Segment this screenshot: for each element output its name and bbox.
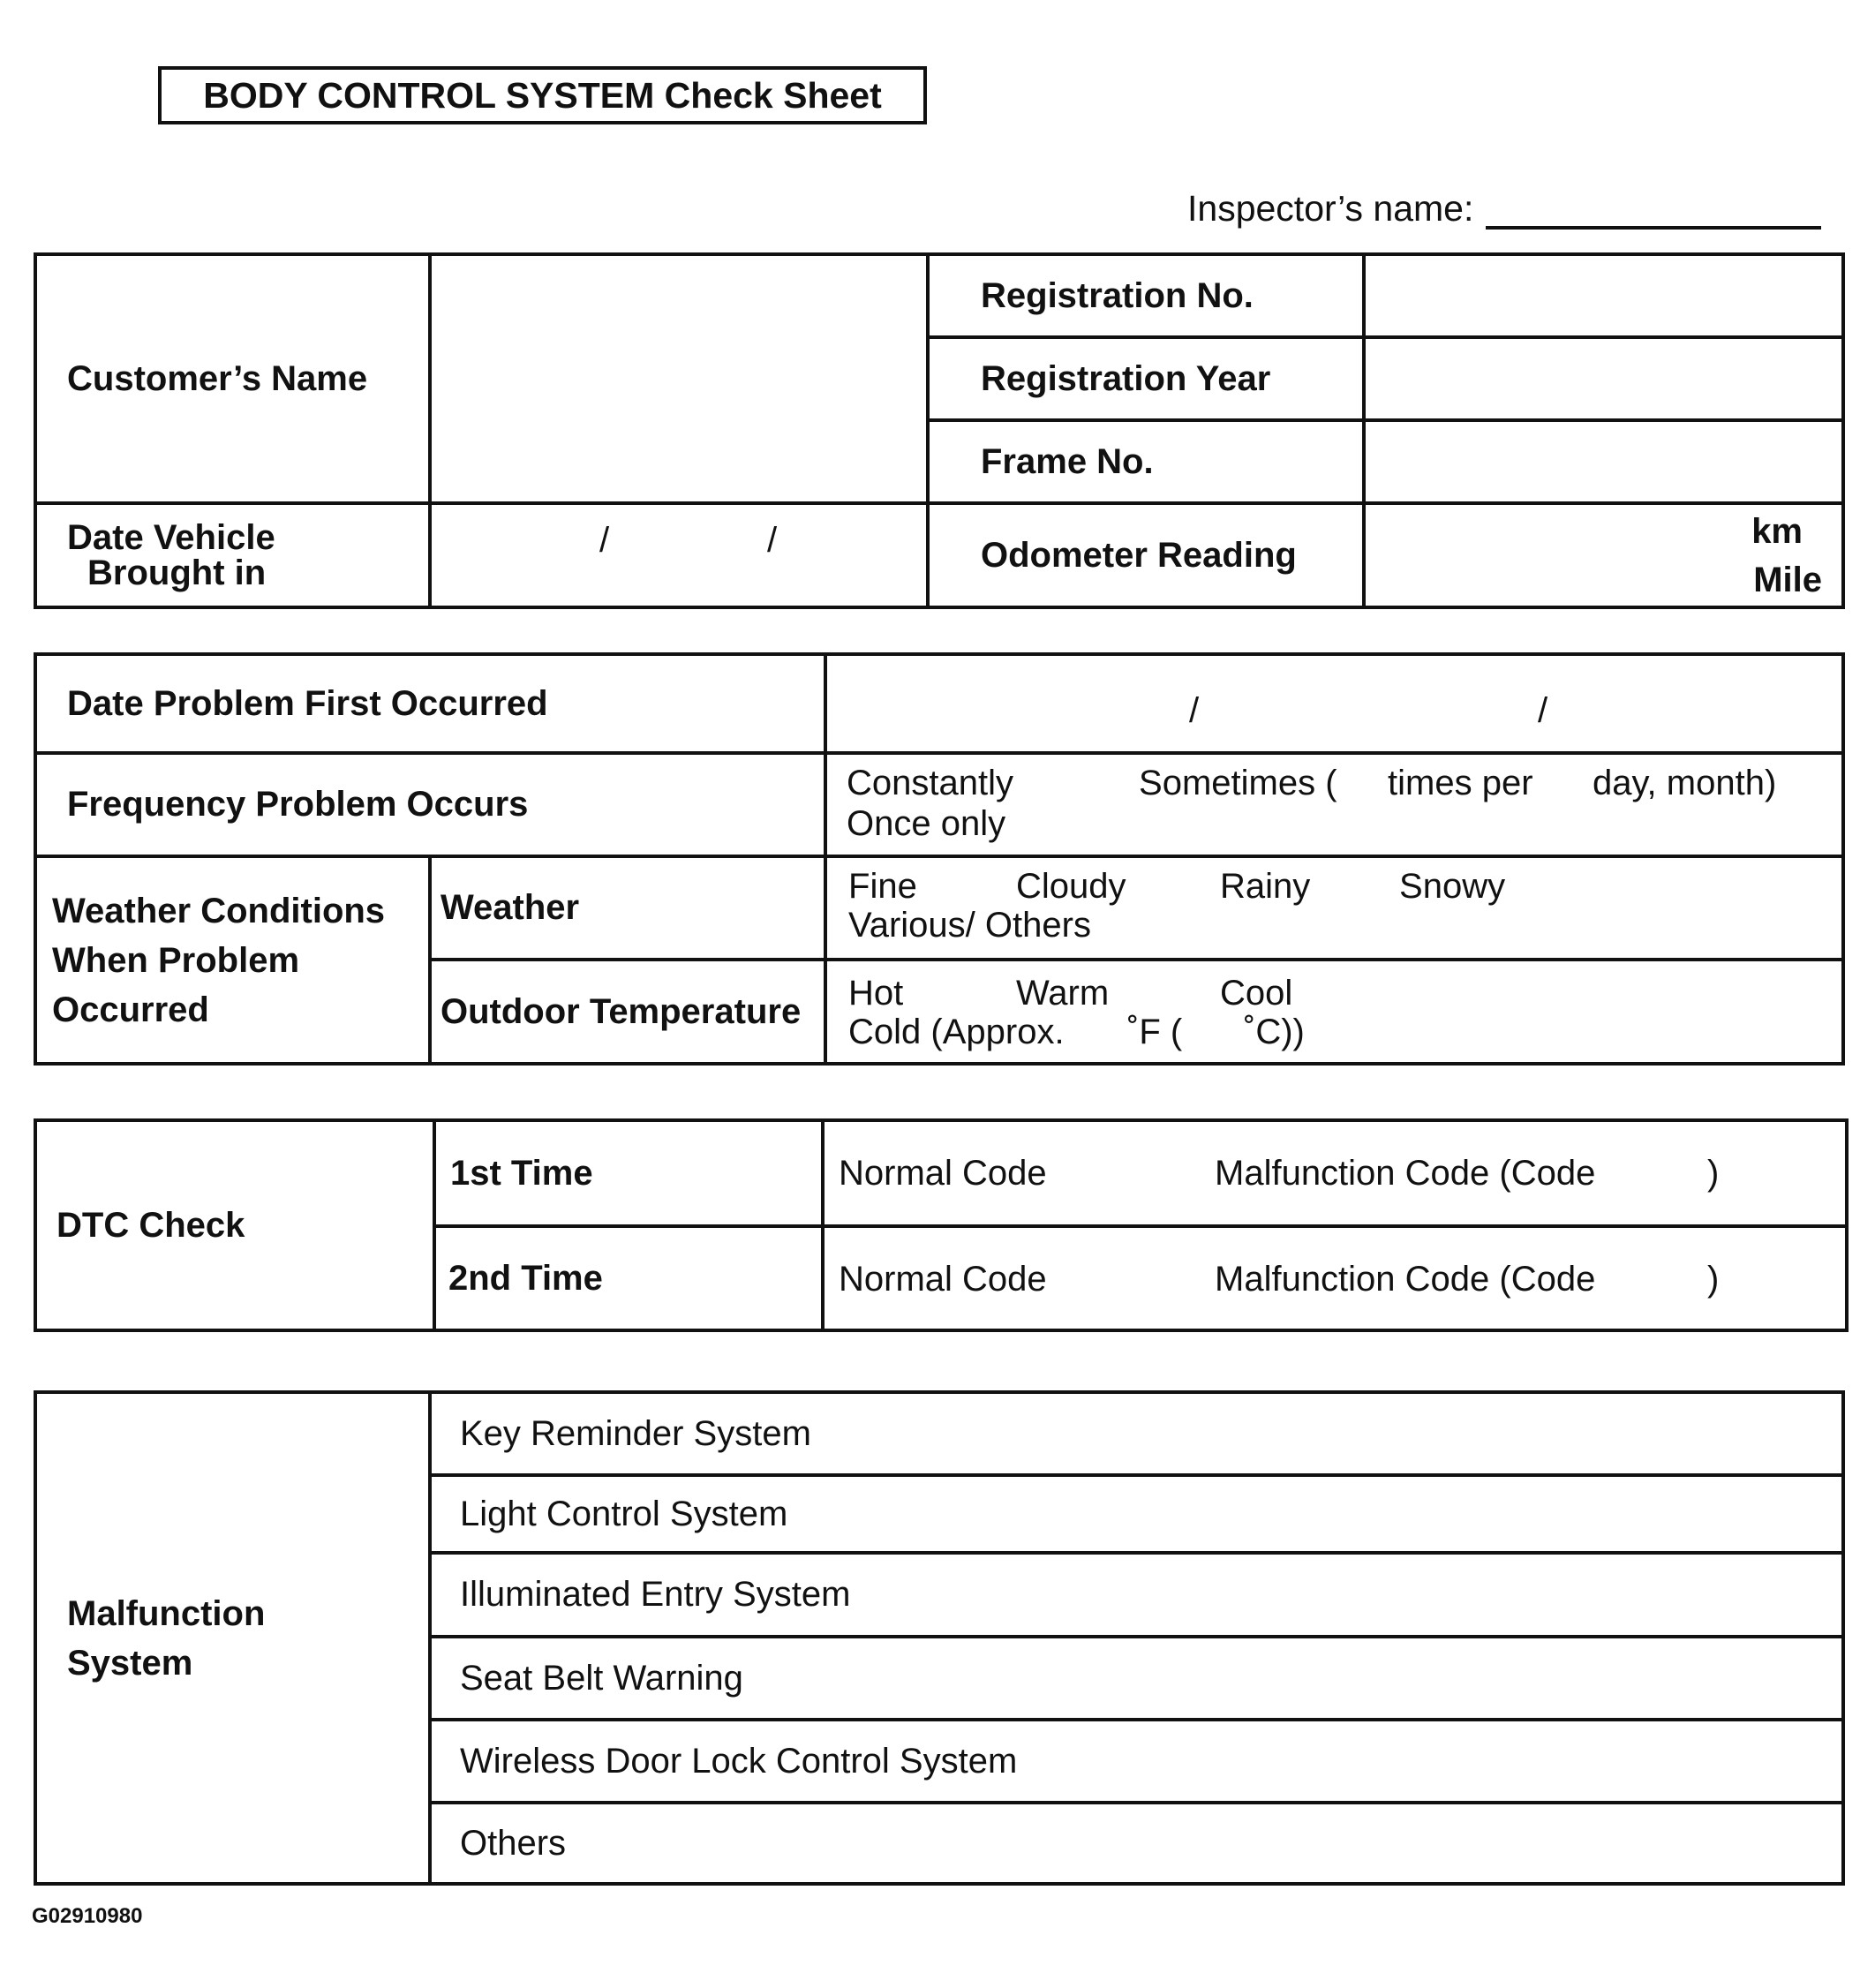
dtc-1-normal-code[interactable]: Normal Code (839, 1154, 1047, 1193)
frequency-problem-occurs-label: Frequency Problem Occurs (35, 753, 825, 856)
frame-no-field[interactable] (1364, 420, 1843, 503)
temp-cold[interactable]: Cold (Approx. (848, 1013, 1065, 1051)
weather-fine[interactable]: Fine (848, 867, 917, 906)
dtc-2-close-paren: ) (1707, 1260, 1720, 1299)
weather-options (825, 856, 1843, 960)
problem-info-table (34, 652, 1845, 1066)
registration-no-label: Registration No. (928, 254, 1364, 337)
system-wireless-door-lock[interactable]: Wireless Door Lock Control System (430, 1720, 1843, 1803)
figure-id: G02910980 (32, 1904, 143, 1928)
malfunction-label-line2: System (67, 1643, 193, 1683)
problem-date-separator-1: / (1189, 691, 1200, 730)
registration-year-label: Registration Year (928, 337, 1364, 420)
temp-warm[interactable]: Warm (1016, 974, 1110, 1013)
weather-cloudy[interactable]: Cloudy (1016, 867, 1126, 906)
inspector-name-label: Inspector’s name: (1187, 188, 1474, 229)
odometer-reading-label: Odometer Reading (928, 503, 1364, 607)
system-key-reminder[interactable]: Key Reminder System (430, 1392, 1843, 1475)
odometer-unit-km: km (1751, 512, 1803, 551)
system-illuminated-entry[interactable]: Illuminated Entry System (430, 1553, 1843, 1637)
dtc-1-close-paren: ) (1707, 1154, 1720, 1193)
weather-rainy[interactable]: Rainy (1220, 867, 1311, 906)
date-vehicle-label-line2: Brought in (87, 553, 267, 592)
weather-snowy[interactable]: Snowy (1399, 867, 1506, 906)
system-light-control[interactable]: Light Control System (430, 1475, 1843, 1553)
problem-date-separator-2: / (1538, 691, 1548, 730)
weather-cond-line2: When Problem (52, 940, 300, 980)
freq-once-only[interactable]: Once only (847, 804, 1006, 843)
dtc-second-time-options (823, 1226, 1847, 1330)
weather-cond-line1: Weather Conditions (52, 891, 386, 930)
date-separator-2: / (767, 521, 778, 560)
dtc-second-time-label: 2nd Time (434, 1226, 823, 1330)
system-seat-belt-warning[interactable]: Seat Belt Warning (430, 1637, 1843, 1720)
odometer-reading-field[interactable] (1364, 503, 1843, 607)
date-problem-first-occurred-field[interactable] (825, 654, 1843, 753)
temp-cool[interactable]: Cool (1220, 974, 1293, 1013)
freq-constantly[interactable]: Constantly (847, 764, 1013, 802)
frame-no-label: Frame No. (928, 420, 1364, 503)
vehicle-info-table (34, 252, 1845, 609)
customer-name-field[interactable] (430, 254, 928, 503)
temperature-options (825, 960, 1843, 1064)
malfunction-system-label (35, 1392, 430, 1884)
page-title: BODY CONTROL SYSTEM Check Sheet (158, 66, 927, 124)
customer-name-label: Customer’s Name (35, 254, 430, 503)
weather-cond-line3: Occurred (52, 990, 209, 1029)
dtc-check-table (34, 1118, 1849, 1332)
freq-day-month: day, month) (1593, 764, 1777, 802)
dtc-check-label: DTC Check (35, 1120, 434, 1330)
date-problem-first-occurred-label: Date Problem First Occurred (35, 654, 825, 753)
malfunction-label-line1: Malfunction (67, 1593, 266, 1633)
date-vehicle-brought-in-field[interactable] (430, 503, 928, 607)
dtc-first-time-label: 1st Time (434, 1120, 823, 1226)
inspector-name-field[interactable] (1486, 226, 1821, 230)
weather-label: Weather (430, 856, 825, 960)
outdoor-temperature-label: Outdoor Temperature (430, 960, 825, 1064)
odometer-unit-mile: Mile (1753, 561, 1822, 599)
dtc-2-normal-code[interactable]: Normal Code (839, 1260, 1047, 1299)
weather-various[interactable]: Various/ Others (848, 906, 1091, 945)
dtc-1-malfunction-code[interactable]: Malfunction Code (Code (1215, 1154, 1596, 1193)
date-vehicle-brought-in-label (35, 503, 430, 607)
date-vehicle-label-line1: Date Vehicle (67, 518, 275, 557)
registration-year-field[interactable] (1364, 337, 1843, 420)
dtc-first-time-options (823, 1120, 1847, 1226)
date-separator-1: / (599, 521, 610, 560)
weather-conditions-label (35, 856, 430, 1064)
temp-celsius: ˚C)) (1244, 1013, 1305, 1051)
system-others[interactable]: Others (430, 1803, 1843, 1884)
registration-no-field[interactable] (1364, 254, 1843, 337)
dtc-2-malfunction-code[interactable]: Malfunction Code (Code (1215, 1260, 1596, 1299)
freq-times-per: times per (1388, 764, 1533, 802)
frequency-options (825, 753, 1843, 856)
malfunction-system-table (34, 1390, 1845, 1886)
temp-fahrenheit: ˚F ( (1127, 1013, 1183, 1051)
freq-sometimes[interactable]: Sometimes ( (1139, 764, 1337, 802)
temp-hot[interactable]: Hot (848, 974, 904, 1013)
